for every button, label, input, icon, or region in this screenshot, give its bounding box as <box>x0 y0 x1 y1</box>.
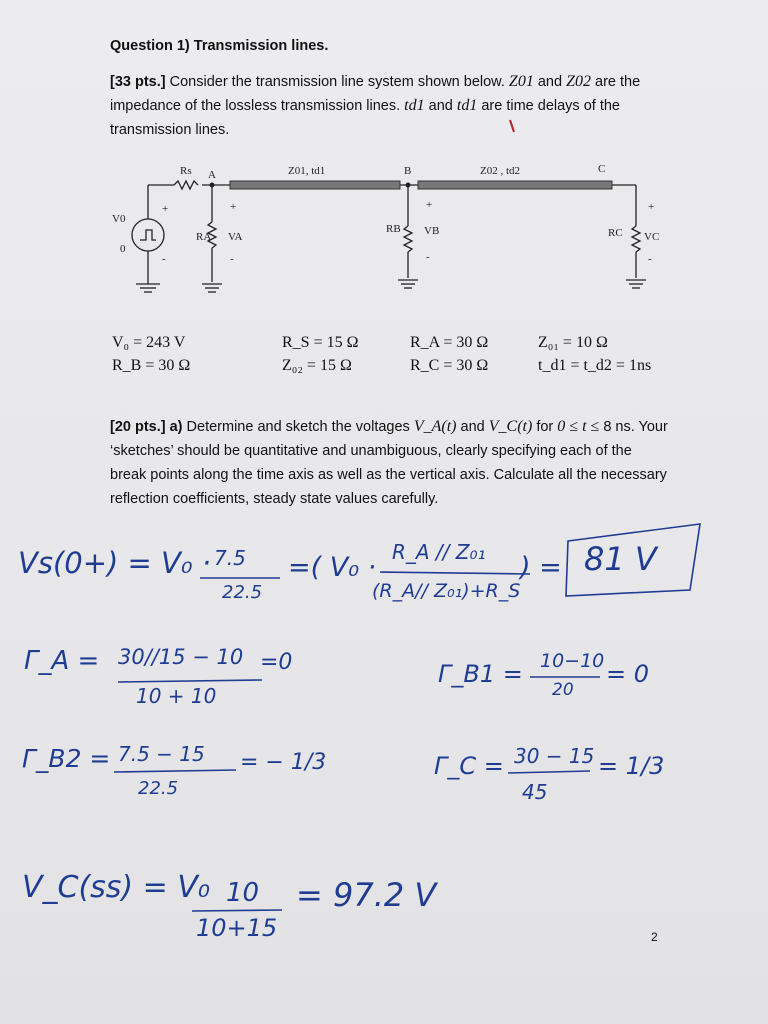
gamma-b1-den: 20 <box>552 680 574 700</box>
intro-points: [33 pts.] <box>110 74 166 90</box>
vb-minus: - <box>426 251 430 263</box>
param-rs: R_S = 15 Ω <box>282 334 359 351</box>
gamma-a-lhs: Γ_A = <box>24 646 100 676</box>
param-z01: Z₀₁ = 10 Ω <box>538 334 608 351</box>
intro-text-2: and <box>533 74 567 90</box>
part-a-text-1: Determine and sketch the voltages <box>182 419 414 435</box>
source-plus: + <box>162 203 169 215</box>
gamma-a-res: =0 <box>260 650 293 675</box>
gamma-c-bar <box>508 771 590 773</box>
vc-minus: - <box>648 253 652 265</box>
time-range: 0 ≤ t ≤ <box>557 418 600 435</box>
gamma-a-bar <box>118 680 262 682</box>
rs-label: Rs <box>180 165 192 177</box>
node-c-label: C <box>598 163 606 175</box>
source-zero-label: 0 <box>120 243 126 255</box>
line2-label: Z02 , td2 <box>480 165 521 177</box>
param-rb: R_B = 30 Ω <box>112 357 191 374</box>
param-v0: V₀ = 243 V <box>112 334 186 351</box>
rb-label: RB <box>386 223 401 235</box>
va-label: VA <box>228 231 243 243</box>
rc-label: RC <box>608 227 623 239</box>
intro-text-4: and <box>424 98 457 114</box>
close-paren-eq: ) = <box>520 552 562 583</box>
line1-label: Z01, td1 <box>288 165 326 177</box>
part-a-text-2: and <box>456 419 489 435</box>
part-a-points: [20 pts.] a) <box>110 419 183 435</box>
ra-label: RA <box>196 231 212 243</box>
va-minus: - <box>230 253 234 265</box>
intro-text-1: Consider the transmission line system shown below. <box>165 74 509 90</box>
gamma-b2-lhs: Γ_B2 = <box>22 744 111 773</box>
vc-plus: + <box>648 201 655 213</box>
gamma-b1-num: 10−10 <box>540 650 605 672</box>
gamma-c-num: 30 − 15 <box>514 744 595 768</box>
gamma-c-lhs: Γ_C = <box>434 752 504 780</box>
vcss-bar <box>192 910 282 911</box>
source-minus: - <box>162 253 166 265</box>
td1-symbol: td1 <box>404 97 425 114</box>
intro-text-3: are the impedance of the lossless transmission lines. <box>110 74 641 114</box>
vcss-res: = 97.2 V <box>296 876 437 914</box>
gamma-b2-bar <box>114 770 236 772</box>
vcss-den: 10+15 <box>196 914 278 942</box>
source-label: V0 <box>112 213 126 225</box>
red-tick-mark <box>510 120 514 132</box>
gamma-b1-lhs: Γ_B1 = <box>438 660 523 688</box>
td1-symbol-b: td1 <box>456 97 478 114</box>
gamma-a-den: 10 + 10 <box>136 684 217 708</box>
z01-symbol: Z01 <box>508 73 534 90</box>
question-title: Question 1) Transmission lines. <box>110 38 329 54</box>
node-a-label: A <box>208 169 216 181</box>
param-z02: Z₀₂ = 15 Ω <box>282 357 352 374</box>
vb-plus: + <box>426 199 433 211</box>
vcss-lhs: V_C(ss) = V₀ <box>22 870 210 905</box>
part-a-text-4: 8 ns. Your ‘sketches’ should be quantitative and unambiguous, clearly specifying each of the break points along the time axis as well as the vertical axis. Calculate all the necessary reflection coefficients, steady state values carefully. <box>110 419 668 507</box>
param-rc: R_C = 30 Ω <box>410 357 489 374</box>
vs-lhs: Vs(0+) = V₀ · <box>18 546 211 580</box>
frac2-bar <box>380 572 530 574</box>
frac1-den: 22.5 <box>222 582 263 603</box>
page-number: 2 <box>651 930 658 944</box>
param-td: t_d1 = t_d2 = 1ns <box>538 357 652 374</box>
gamma-b2-num: 7.5 − 15 <box>118 742 205 766</box>
vc-label: VC <box>644 231 660 243</box>
frac1-num: 7.5 <box>214 546 246 570</box>
va-t-symbol: V_A(t) <box>413 418 457 435</box>
va-plus: + <box>230 201 237 213</box>
gamma-c-res: = 1/3 <box>598 752 665 780</box>
frac2-num: R_A // Z₀₁ <box>392 540 486 564</box>
intro-text-5: are time delays of the transmission lines. <box>110 98 620 138</box>
node-b-label: B <box>404 165 412 177</box>
frac2-den: (R_A// Z₀₁)+R_S <box>372 580 521 602</box>
param-ra: R_A = 30 Ω <box>410 334 489 351</box>
vs-result: 81 V <box>584 540 657 578</box>
gamma-b2-den: 22.5 <box>138 778 179 799</box>
z02-symbol: Z02 <box>566 73 591 90</box>
vc-t-symbol: V_C(t) <box>488 418 533 435</box>
part-a-text-3: for <box>532 419 558 435</box>
gamma-b2-res: = − 1/3 <box>240 750 327 775</box>
gamma-a-num: 30//15 − 10 <box>118 645 244 669</box>
vcss-num: 10 <box>226 878 260 908</box>
gamma-b1-res: = 0 <box>606 660 650 688</box>
gamma-c-den: 45 <box>522 780 548 804</box>
eq-paren: =( V₀ · <box>288 552 377 583</box>
vb-label: VB <box>424 225 440 237</box>
